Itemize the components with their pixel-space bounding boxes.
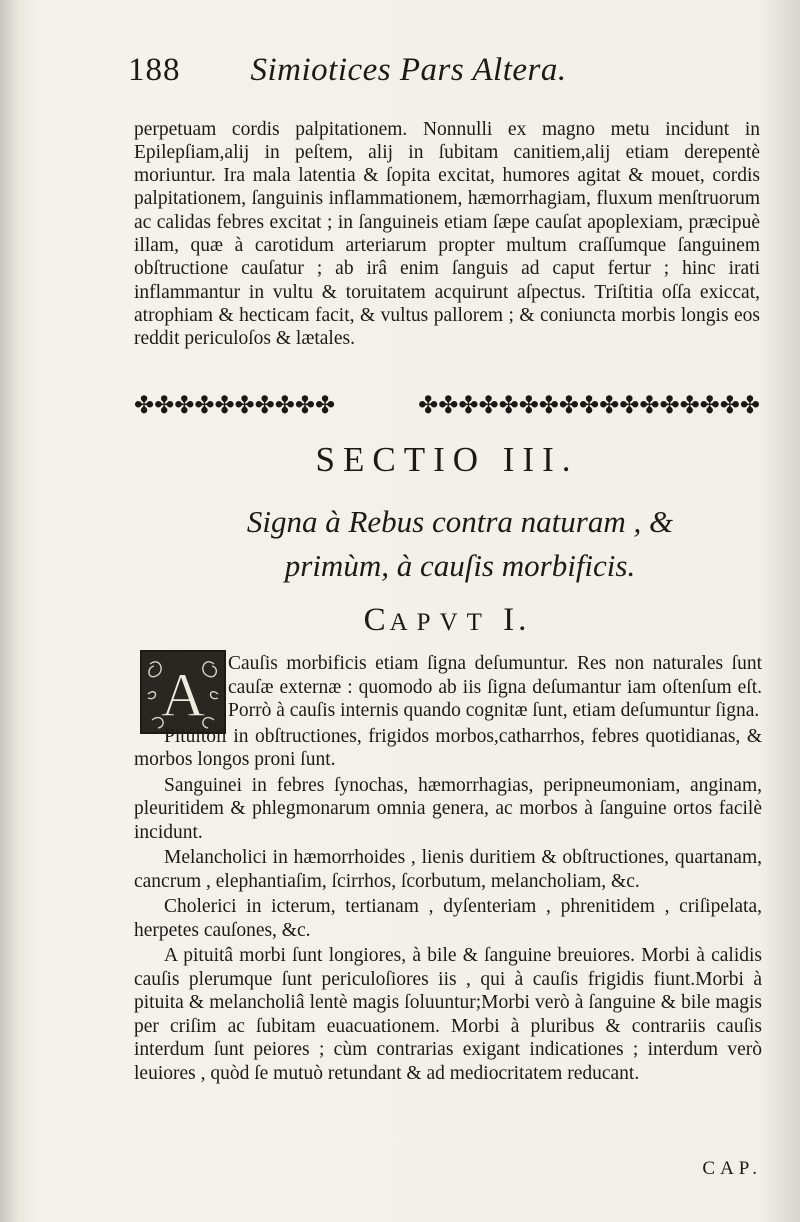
fleuron-icon: ✤ bbox=[558, 393, 580, 419]
fleuron-icon: ✤ bbox=[274, 393, 295, 419]
ornament-group-right bbox=[418, 394, 760, 418]
section-subtitle-line-2: primùm, à cauſis morbificis. bbox=[284, 548, 636, 583]
paragraph-4: Melancholici in hæmorrhoides , lienis duritiem & obſtructiones, quartanam, cancrum , elephantiaſim, ſcirrhos, ſcorbutum, melancholiam, &c. bbox=[134, 847, 762, 892]
svg-text:A: A bbox=[160, 662, 206, 730]
chapter-number: I. bbox=[503, 602, 531, 638]
fleuron-icon: ✤ bbox=[134, 393, 155, 419]
decorative-ornament-band bbox=[134, 388, 760, 424]
fleuron-icon: ✤ bbox=[174, 393, 195, 419]
fleuron-icon: ✤ bbox=[458, 393, 479, 419]
section-title: SECTIO III. bbox=[315, 440, 579, 479]
fleuron-icon: ✤ bbox=[659, 393, 680, 419]
fleuron-icon: ✤ bbox=[538, 393, 559, 419]
fleuron-icon: ✤ bbox=[599, 393, 620, 419]
paragraph-3: Sanguinei in febres ſynochas, hæmorrhagias, peripneumoniam, anginam, pleuritidem & phlegmonarum omnia genera, ac morbos à ſanguine ortos facilè incidunt. bbox=[134, 774, 762, 843]
paragraph-1: Cauſis morbificis etiam ſigna deſumuntur. Res non naturales ſunt cauſæ externæ : quomodo ab iis ſigna deſumantur iam oſtenſum eſt. Porrò à cauſis internis quando cognitæ ſunt, etiam deſumuntur ſigna. bbox=[228, 653, 762, 721]
fleuron-icon: ✤ bbox=[699, 393, 720, 419]
fleuron-icon: ✤ bbox=[214, 393, 235, 419]
section-subtitle-line-1: Signa à Rebus contra naturam , & bbox=[246, 504, 674, 539]
fleuron-icon: ✤ bbox=[254, 393, 275, 419]
fleuron-icon: ✤ bbox=[418, 393, 439, 419]
fleuron-icon: ✤ bbox=[314, 393, 336, 419]
fleuron-icon: ✤ bbox=[194, 393, 215, 419]
fleuron-icon: ✤ bbox=[498, 393, 519, 419]
paragraph-2: Pituitoſi in obſtructiones, frigidos morbos,catharrhos, febres quotidianas, & morbos longos proni ſunt. bbox=[134, 725, 762, 770]
paragraph-5: Cholerici in icterum, tertianam , dyſenteriam , phrenitidem , criſipelata, herpetes cauſones, &c. bbox=[134, 896, 762, 941]
fleuron-icon: ✤ bbox=[719, 393, 740, 419]
page-header bbox=[128, 52, 648, 102]
page-number: 188 bbox=[128, 52, 181, 88]
fleuron-icon: ✤ bbox=[639, 393, 660, 419]
fleuron-icon: ✤ bbox=[579, 393, 600, 419]
catchword: CAP. bbox=[702, 1158, 762, 1179]
chapter-body bbox=[134, 652, 762, 1087]
paragraph-6: A pituitâ morbi ſunt longiores, à bile & ſanguine breuiores. Morbi à calidis cauſis plerumque ſunt periculoſiores iis , qui à cauſis frigidis fiunt.Morbi à pituita & melancholiâ lentè magis ſoluuntur;Morbi verò à ſanguine & bile magis per criſim ac ſubitam euacuationem. Morbi à pluribus & contrariis cauſis interdum ſunt peiores ; cùm contrarias exigant indicationes ; interdum verò leuiores , quòd ſe mutuò retundant & ad mediocritatem reducant. bbox=[134, 945, 762, 1084]
chapter-heading-initial: C bbox=[363, 602, 390, 638]
fleuron-icon: ✤ bbox=[739, 393, 760, 419]
fleuron-icon: ✤ bbox=[438, 393, 459, 419]
fleuron-icon: ✤ bbox=[478, 393, 499, 419]
fleuron-icon: ✤ bbox=[518, 393, 539, 419]
chapter-heading bbox=[134, 602, 760, 639]
running-title: Simiotices Pars Altera. bbox=[250, 52, 567, 88]
fleuron-icon: ✤ bbox=[294, 393, 315, 419]
fleuron-icon: ✤ bbox=[679, 393, 700, 419]
continued-paragraph: perpetuam cordis palpitationem. Nonnulli ex magno metu incidunt in Epilepſiam,alij in peſtem, alij in ſubitam canitiem,alij etiam derepentè moriuntur. Ira mala latentia & ſopita excitat, humores agitat & mouet, cordis palpitationem, ſanguinis inflammationem, hæmorrhagiam, fluxum menſtruorum ac calidas febres excitat ; in ſanguineis etiam ſæpe cauſat apoplexiam, præcipuè illam, quæ à carotidum arteriarum propter multum craſſumque ſanguinem obſtructione cauſatur ; ab irâ enim ſanguis ad caput fertur ; hinc irati inflammantur in vultu & toruitatem acquirunt aſpectus. Triſtitia oſſa exiccat, atrophiam & hecticam facit, & vultus pallorem ; & coniuncta morbis longis eos reddit periculoſos & lætales. bbox=[134, 118, 760, 350]
fleuron-icon: ✤ bbox=[234, 393, 255, 419]
fleuron-icon: ✤ bbox=[154, 393, 175, 419]
fleuron-icon: ✤ bbox=[619, 393, 640, 419]
chapter-heading-word: APVT bbox=[389, 609, 491, 636]
section-subtitle bbox=[150, 500, 770, 588]
ornament-group-left bbox=[134, 394, 335, 418]
